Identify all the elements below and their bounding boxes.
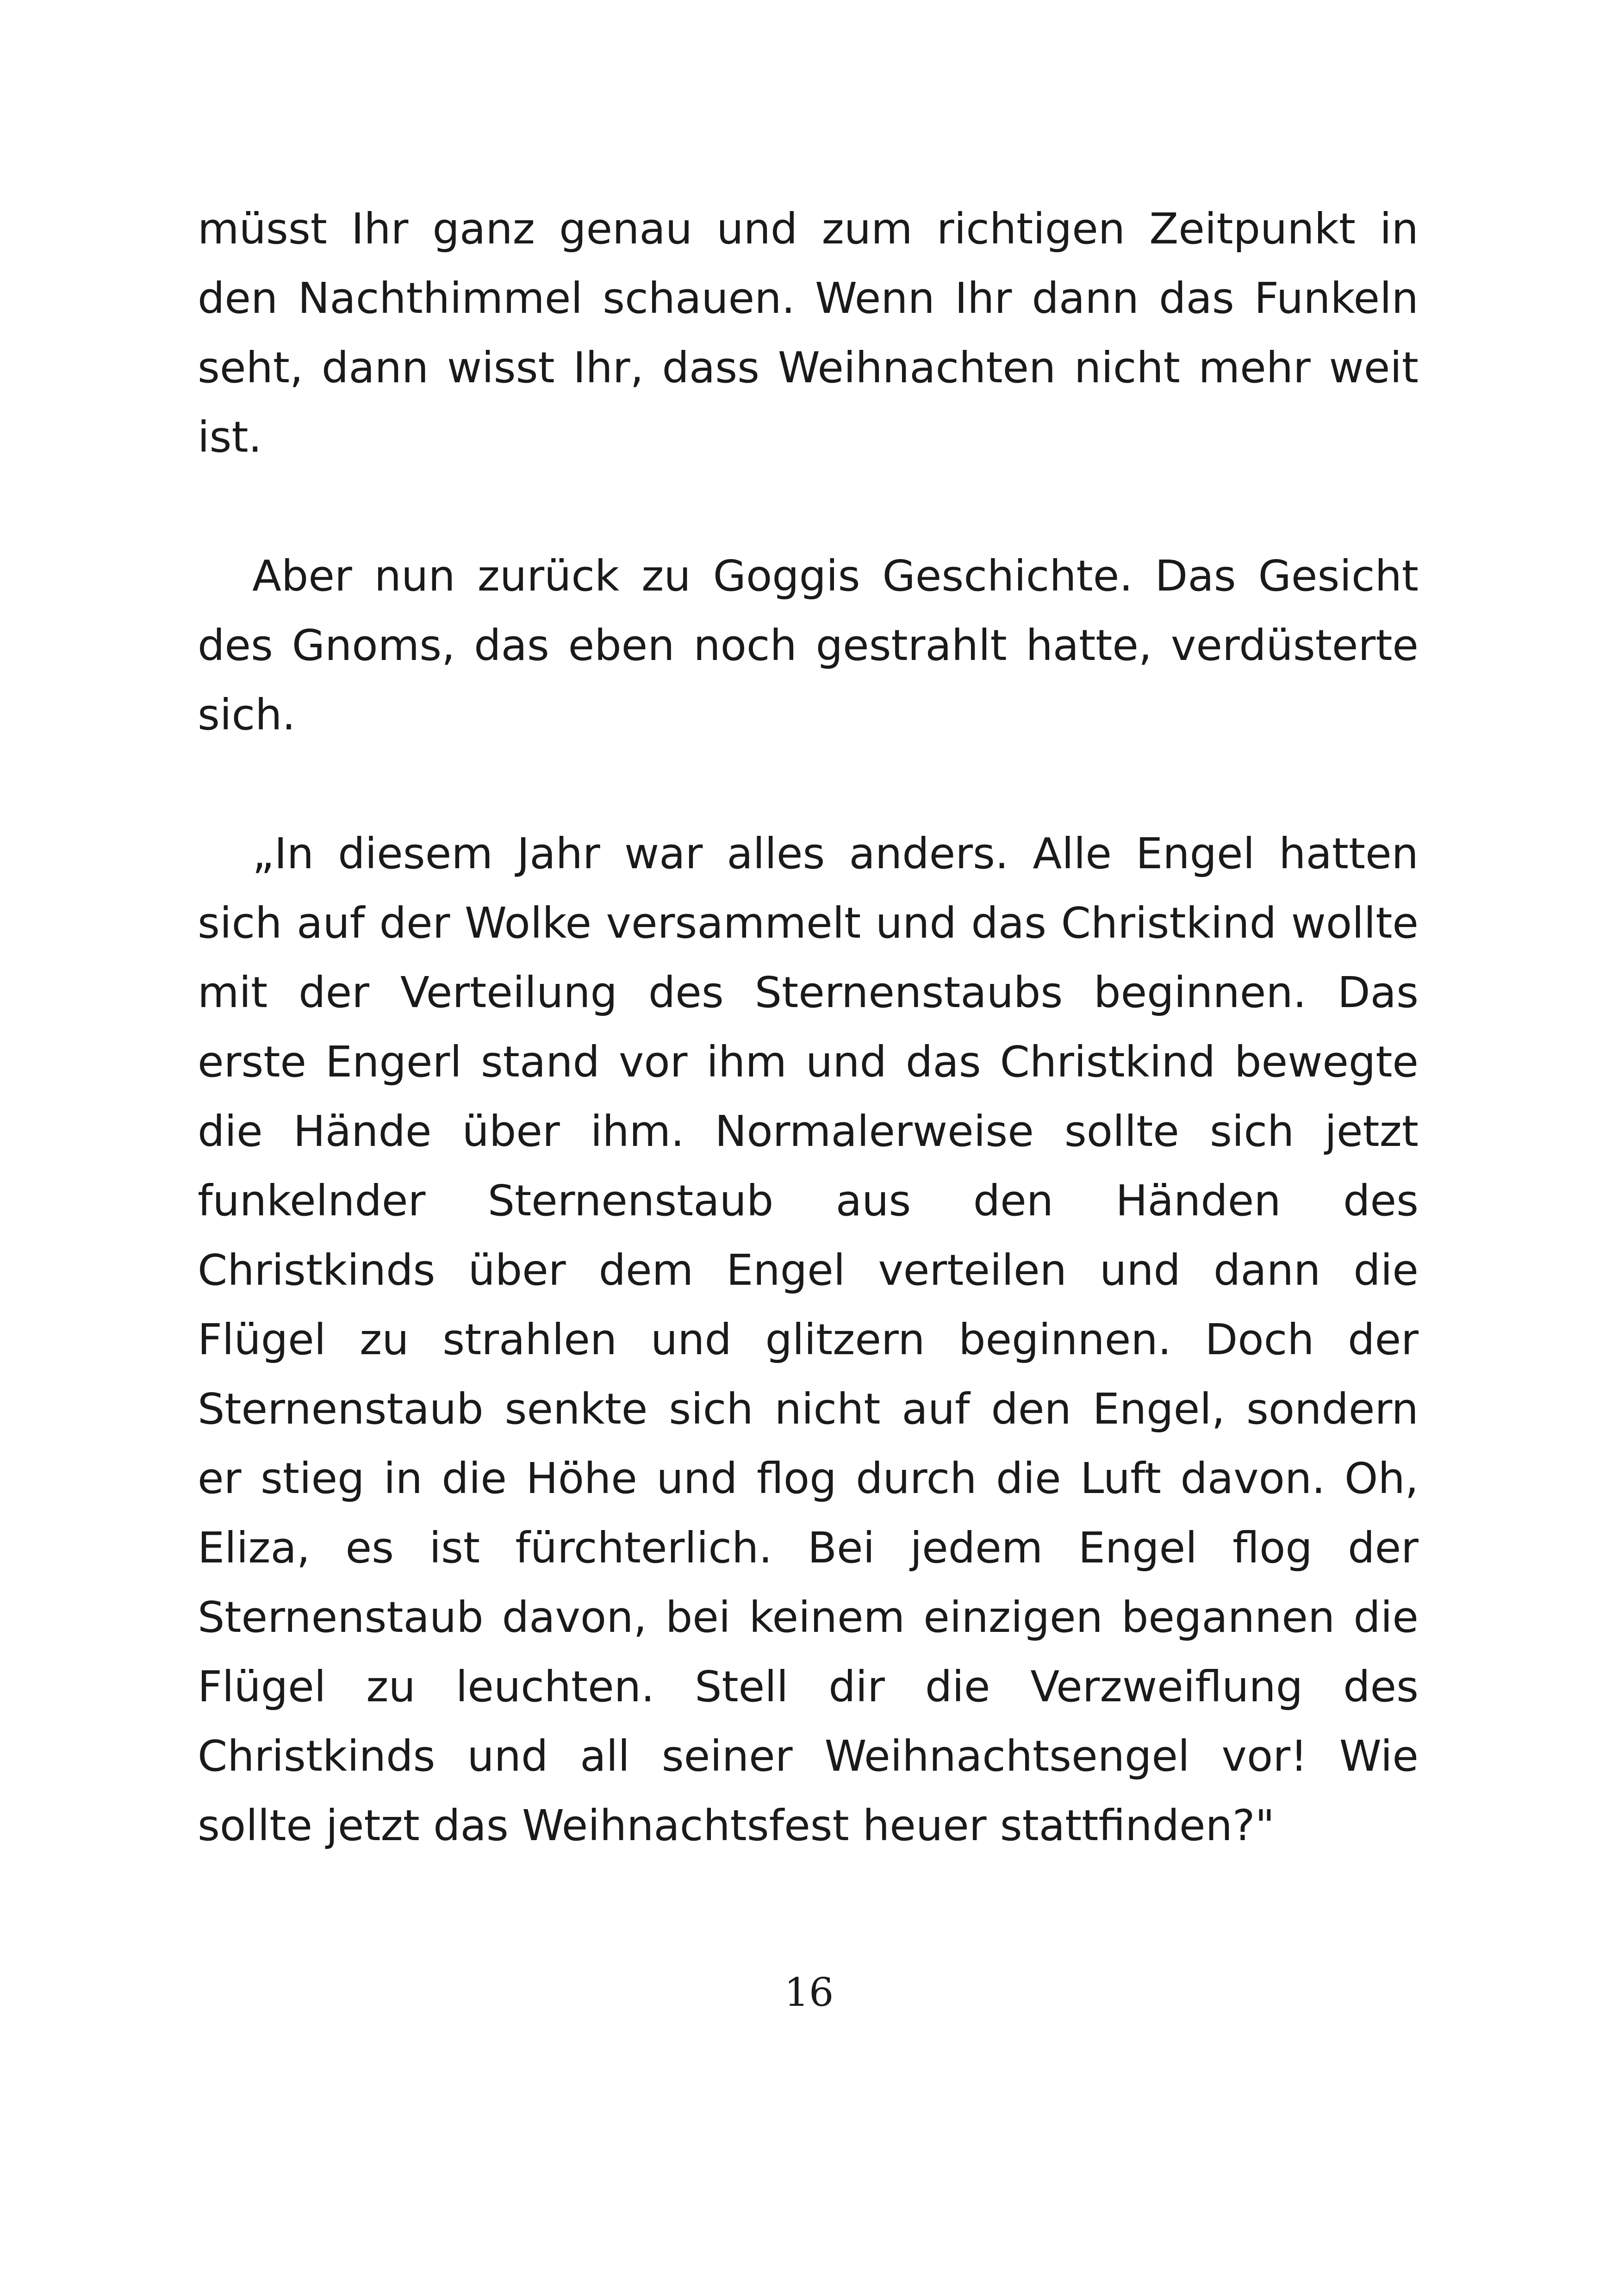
- paragraph-narration: Aber nun zurück zu Goggis Geschichte. Das Gesicht des Gnoms, das eben noch gestrahlt hatte, verdüsterte sich.: [198, 551, 1419, 740]
- page-number: 16: [784, 1970, 834, 2015]
- paragraph-dialogue: „In diesem Jahr war alles anders. Alle Engel hatten sich auf der Wolke versammelt und das Christkind wollte mit der Verteilung des Sternenstaubs beginnen. Das erste Engerl stand vor ihm und das Christkind bewegte die Hände über ihm. Normalerweise sollte sich jetzt funkelnder Sternenstaub aus den Händen des Christkinds über dem Engel verteilen und dann die Flügel zu strahlen und glitzern beginnen. Doch der Sternenstaub senkte sich nicht auf den Engel, sondern er stieg in die Höhe und flog durch die Luft davon. Oh, Eliza, es ist fürchterlich. Bei jedem Engel flog der Sternenstaub davon, bei keinem einzigen begannen die Flügel zu leuchten. Stell dir die Verzweiflung des Christkinds und all seiner Weihnachtsengel vor! Wie sollte jetzt das Weihnachtsfest heuer stattfinden?": [198, 829, 1419, 1850]
- body-text: [198, 194, 1419, 1860]
- paragraph-continuation: müsst Ihr ganz genau und zum richtigen Zeitpunkt in den Nachthimmel schauen. Wenn Ihr dann das Funkeln seht, dann wisst Ihr, dass Weihnachten nicht mehr weit ist.: [198, 204, 1419, 462]
